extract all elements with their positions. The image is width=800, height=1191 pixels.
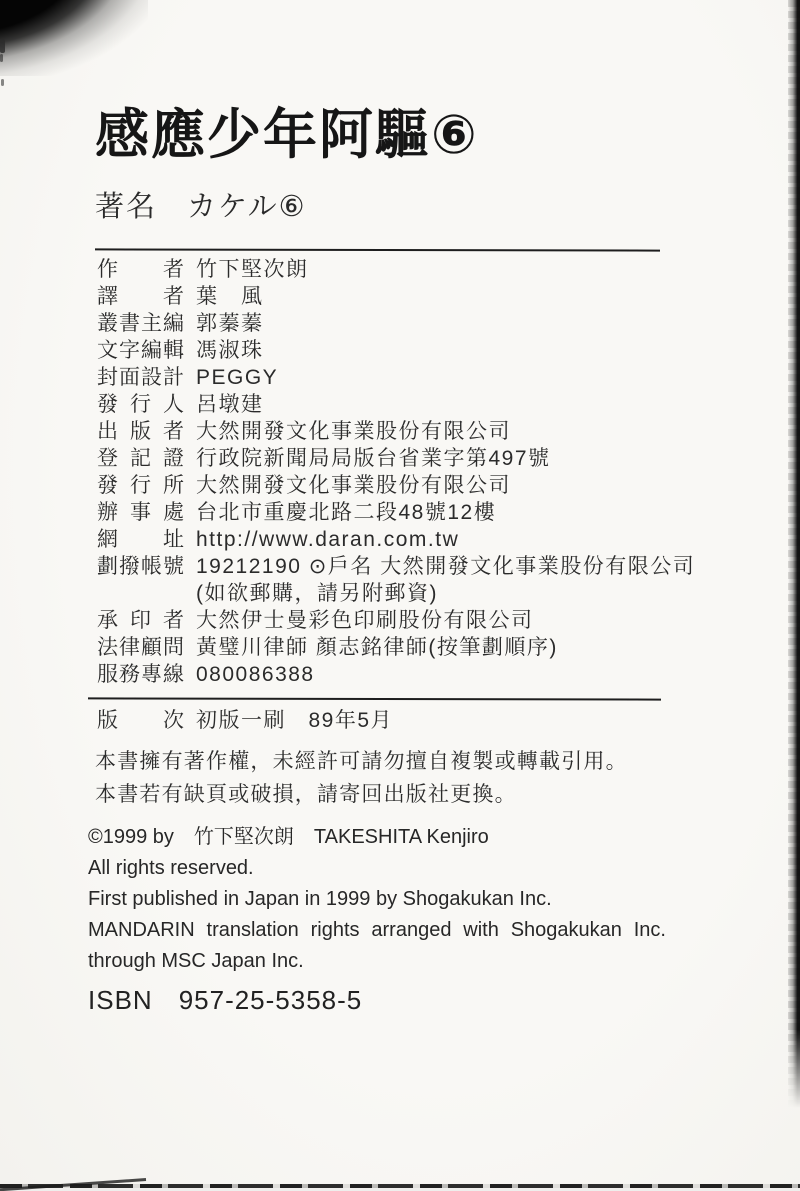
- copyright-line-through: through MSC Japan Inc.: [88, 950, 304, 972]
- credit-value: 大然開發文化事業股份有限公司: [196, 420, 511, 443]
- credit-row-legal-advisors: [97, 634, 717, 661]
- credit-label: 登記證: [97, 447, 185, 470]
- credit-row-series-editor: [97, 310, 717, 337]
- credit-row-translator: [97, 283, 717, 310]
- notice-line-replacement: 本書若有缺頁或破損，請寄回出版社更換。: [95, 783, 517, 806]
- credit-row-printer: [97, 607, 717, 634]
- credit-label: 發行所: [97, 474, 185, 497]
- credit-row-website: [97, 526, 717, 553]
- credit-label: 封面設計: [97, 366, 185, 389]
- credit-label: 網址: [97, 528, 185, 551]
- credit-value: 郭蓁蓁: [196, 312, 264, 335]
- credit-row-service-hotline: [97, 661, 717, 688]
- credit-label: 叢書主編: [97, 312, 185, 335]
- scan-edge-right-artifact: [788, 0, 800, 1108]
- credit-label: [97, 580, 185, 607]
- copyright-line-mandarin-rights: MANDARIN translation rights arranged with Shogakukan Inc.: [88, 919, 666, 941]
- credit-row-text-editor: [97, 337, 717, 364]
- credit-label: 發行人: [97, 393, 185, 416]
- credit-value: 19212190 ⊙戶名 大然開發文化事業股份有限公司: [196, 555, 696, 578]
- section-divider-bottom: [88, 697, 661, 700]
- credit-row-postal-note: [97, 580, 717, 607]
- credit-row-publishing-company: [97, 418, 717, 445]
- credit-value: 台北市重慶北路二段48號12樓: [196, 501, 497, 524]
- book-title: 感應少年阿驅⑥: [95, 105, 479, 165]
- credit-label: 劃撥帳號: [97, 555, 185, 578]
- isbn-line: [88, 985, 666, 1016]
- edition-row: [97, 707, 393, 734]
- section-divider-top: [95, 248, 660, 251]
- credit-value: 大然伊士曼彩色印刷股份有限公司: [196, 609, 534, 632]
- credit-value: 黃璧川律師 顏志銘律師(按筆劃順序): [196, 636, 558, 659]
- credit-value: 初版一刷 89年5月: [196, 709, 394, 732]
- credit-value: 大然開發文化事業股份有限公司: [196, 474, 511, 497]
- subtitle-label: 著名: [95, 191, 158, 224]
- credit-label: 出版者: [97, 420, 185, 443]
- isbn-label: ISBN: [88, 985, 153, 1015]
- credit-value: 080086388: [196, 663, 315, 686]
- credit-value: 行政院新聞局局版台省業字第497號: [196, 447, 551, 470]
- subtitle-row: [95, 184, 479, 225]
- scan-speck: [0, 39, 5, 53]
- credit-row-author: [97, 256, 717, 283]
- credit-label: 服務專線: [97, 663, 185, 686]
- copyright-line-first-published: First published in Japan in 1999 by Shogakukan Inc.: [88, 888, 552, 910]
- credit-label: 版次: [97, 709, 185, 732]
- credit-value: 葉 風: [196, 285, 264, 308]
- credits-list: [97, 256, 717, 688]
- isbn-value: 957-25-5358-5: [178, 985, 363, 1015]
- credit-value: 馮淑珠: [196, 339, 264, 362]
- scan-edge-bottom-artifact: [0, 1184, 800, 1188]
- credit-value: (如欲郵購，請另附郵資): [196, 582, 438, 605]
- title-block: [95, 104, 479, 225]
- copyright-block: [88, 822, 666, 1016]
- copyright-line-author: ©1999 by 竹下堅次朗 TAKESHITA Kenjiro: [88, 826, 489, 848]
- rights-notices: [95, 745, 628, 811]
- credit-label: 承印者: [97, 609, 185, 632]
- notice-line-copyright: 本書擁有著作權，未經許可請勿擅自複製或轉載引用。: [95, 750, 628, 773]
- credit-row-office-address: [97, 499, 717, 526]
- copyright-line-rights: All rights reserved.: [88, 857, 254, 879]
- credit-label: 文字編輯: [97, 339, 185, 362]
- credit-value: http://www.daran.com.tw: [196, 528, 460, 551]
- subtitle-value: カケル⑥: [187, 191, 307, 224]
- credit-row-publisher-person: [97, 391, 717, 418]
- credit-row-cover-design: [97, 364, 717, 391]
- credit-row-distributor: [97, 472, 717, 499]
- credit-row-edition: [97, 707, 393, 734]
- credit-label: 作者: [97, 258, 185, 281]
- credit-label: 譯者: [97, 285, 185, 308]
- credit-value: 竹下堅次朗: [196, 258, 309, 281]
- credit-label: 辦事處: [97, 501, 185, 524]
- credit-row-registration: [97, 445, 717, 472]
- scan-speck: [1, 79, 4, 86]
- credit-value: 呂墩建: [196, 393, 264, 416]
- credit-row-postal-account: [97, 553, 717, 580]
- scan-speck: [0, 54, 3, 62]
- credit-value: PEGGY: [196, 366, 279, 389]
- scan-corner-artifact: [0, 0, 148, 76]
- credit-label: 法律顧問: [97, 636, 185, 659]
